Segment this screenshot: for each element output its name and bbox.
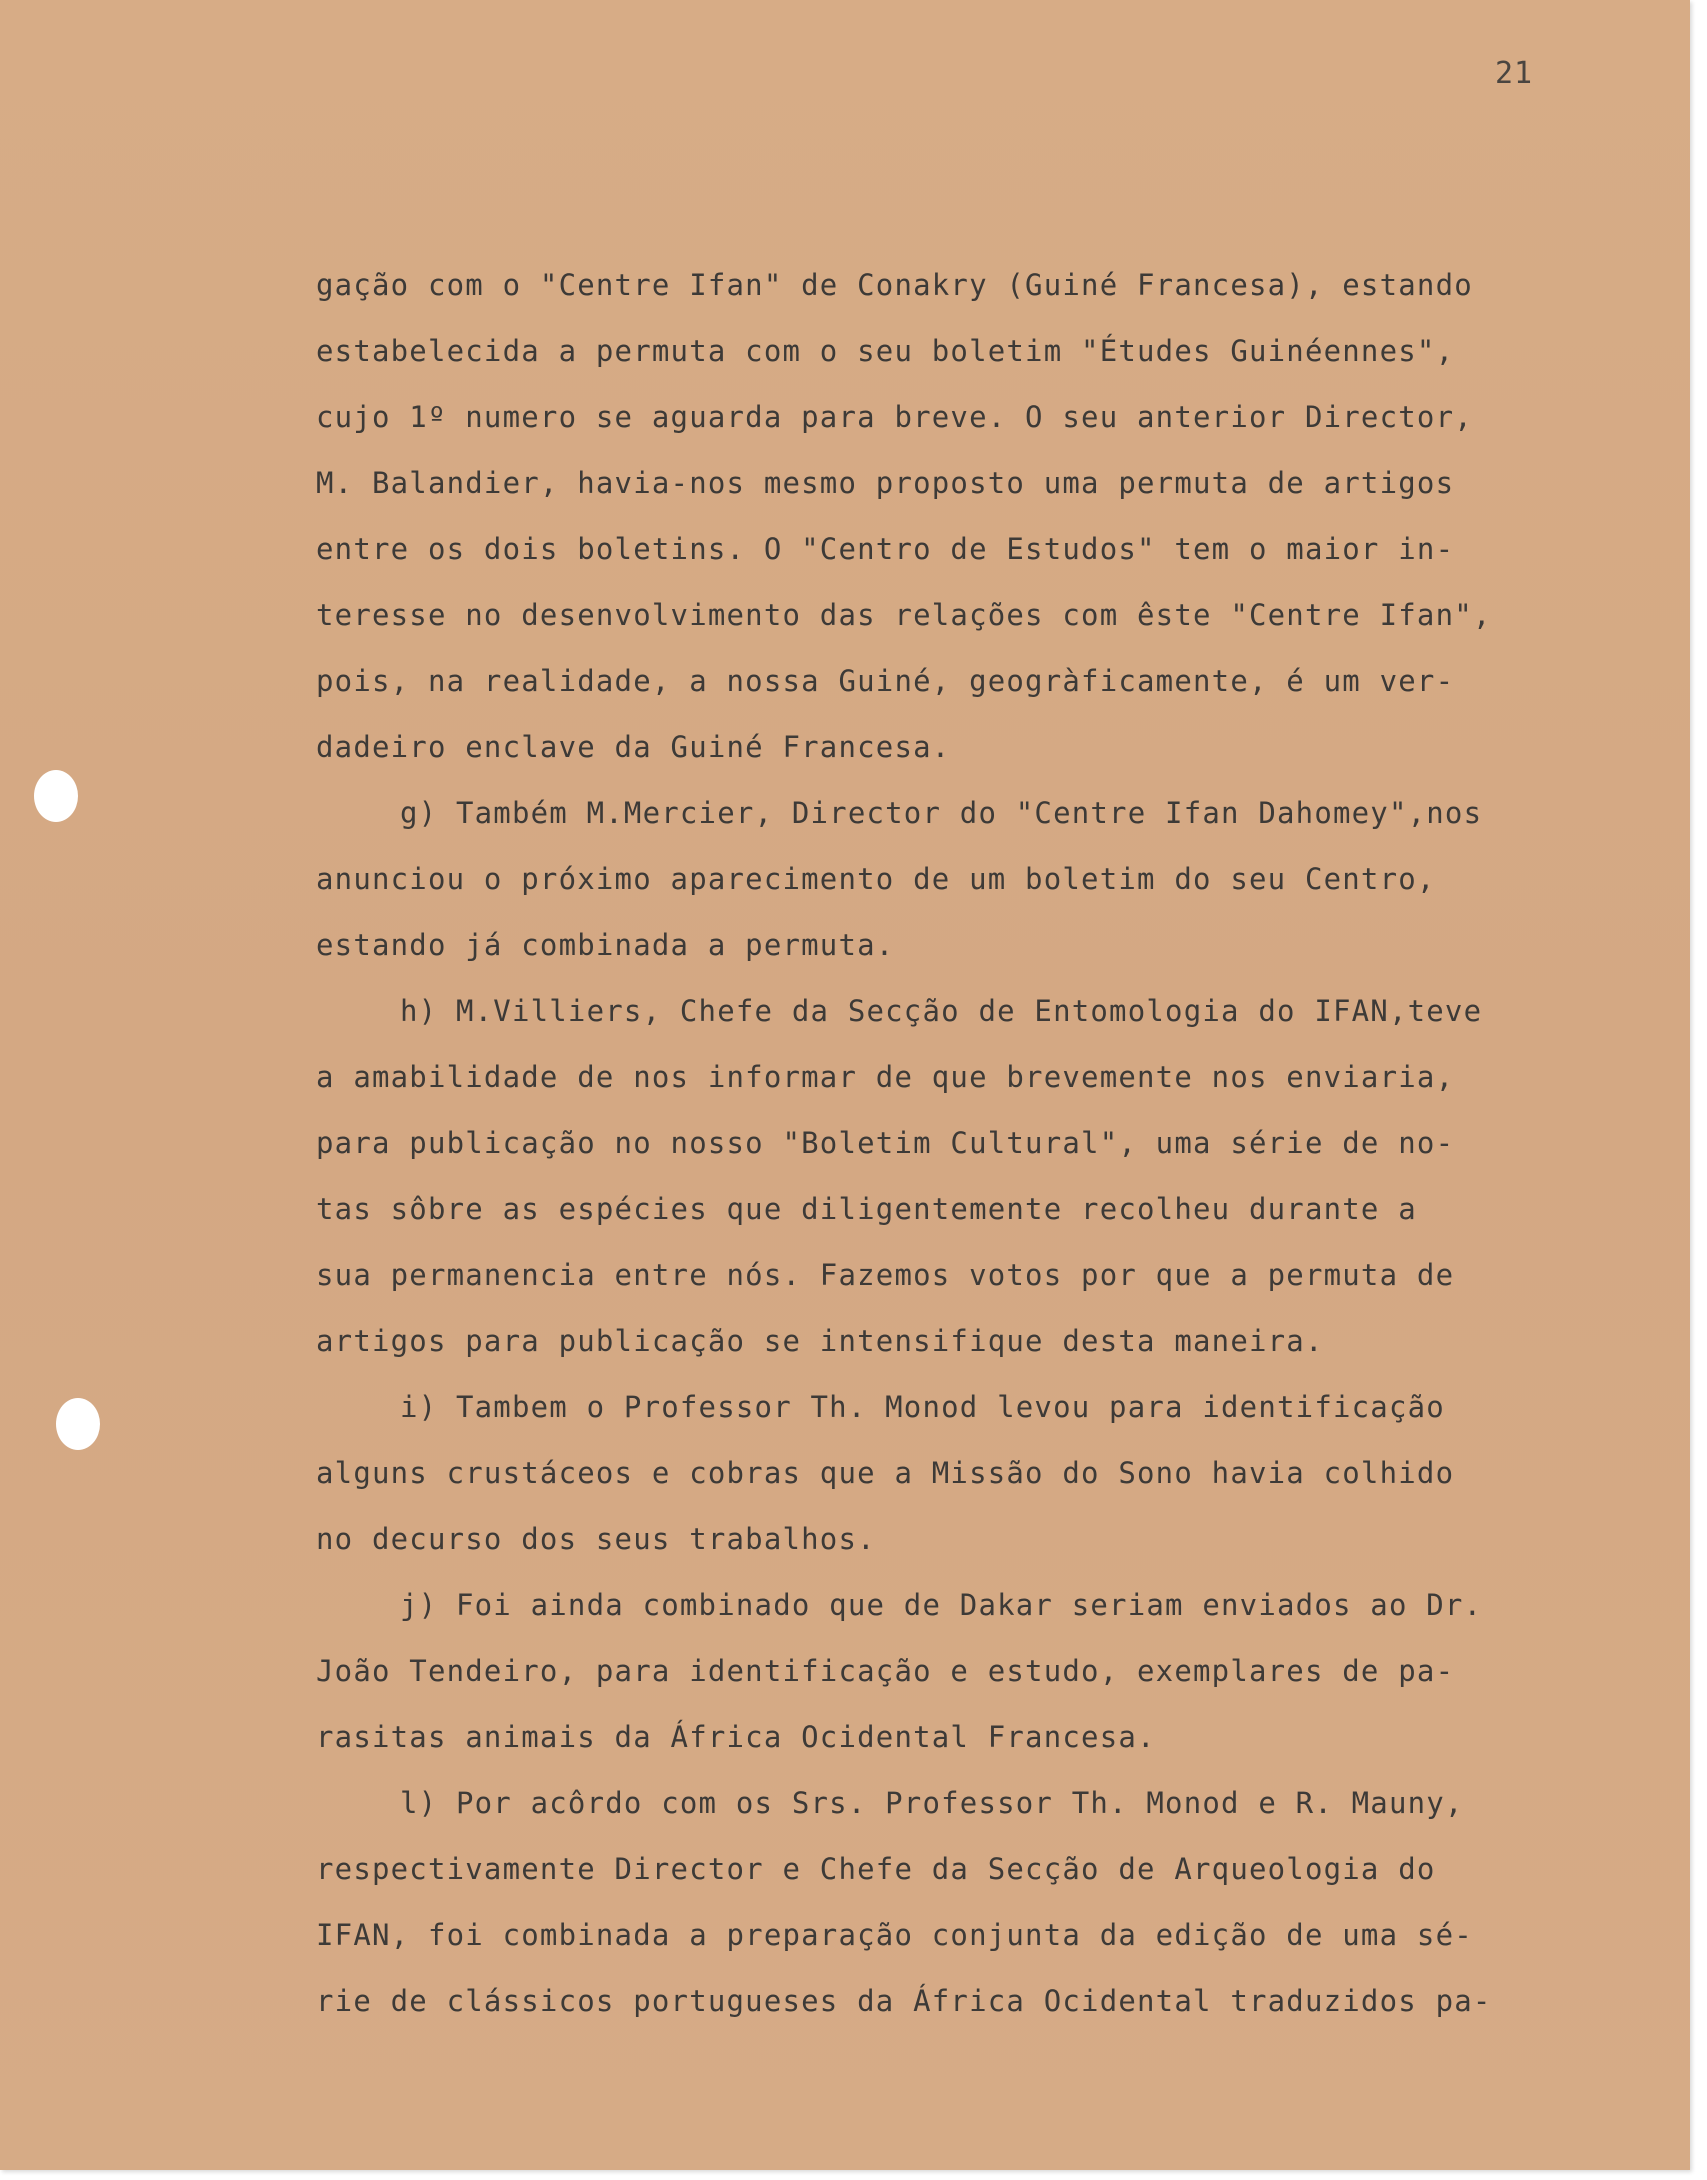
text-line: g) Também M.Mercier, Director do "Centre Ifan Dahomey",nos: [400, 796, 1483, 830]
punch-hole: [34, 770, 78, 822]
text-line: a amabilidade de nos informar de que brevemente nos enviaria,: [316, 1060, 1455, 1094]
text-line: gação com o "Centre Ifan" de Conakry (Guiné Francesa), estando: [316, 268, 1473, 302]
body-text: [316, 252, 1606, 2034]
text-line: teresse no desenvolvimento das relações com êste "Centre Ifan",: [316, 598, 1492, 632]
page-number: 21: [1495, 56, 1534, 91]
text-line: cujo 1º numero se aguarda para breve. O seu anterior Director,: [316, 400, 1473, 434]
punch-hole: [56, 1398, 100, 1450]
text-line: h) M.Villiers, Chefe da Secção de Entomologia do IFAN,teve: [400, 994, 1483, 1028]
text-line: anunciou o próximo aparecimento de um boletim do seu Centro,: [316, 862, 1436, 896]
text-line: tas sôbre as espécies que diligentemente recolheu durante a: [316, 1192, 1417, 1226]
text-line: IFAN, foi combinada a preparação conjunta da edição de uma sé-: [316, 1918, 1473, 1952]
text-line: artigos para publicação se intensifique desta maneira.: [316, 1324, 1324, 1358]
text-line: j) Foi ainda combinado que de Dakar seriam enviados ao Dr.: [400, 1588, 1483, 1622]
text-line: estabelecida a permuta com o seu boletim "Études Guinéennes",: [316, 334, 1455, 368]
text-line: estando já combinada a permuta.: [316, 928, 895, 962]
text-line: João Tendeiro, para identificação e estudo, exemplares de pa-: [316, 1654, 1455, 1688]
text-line: alguns crustáceos e cobras que a Missão do Sono havia colhido: [316, 1456, 1455, 1490]
text-line: sua permanencia entre nós. Fazemos votos por que a permuta de: [316, 1258, 1455, 1292]
text-line: pois, na realidade, a nossa Guiné, geogràficamente, é um ver-: [316, 664, 1455, 698]
text-line: respectivamente Director e Chefe da Secção de Arqueologia do: [316, 1852, 1436, 1886]
text-line: rie de clássicos portugueses da África Ocidental traduzidos pa-: [316, 1984, 1492, 2018]
text-line: dadeiro enclave da Guiné Francesa.: [316, 730, 951, 764]
text-line: M. Balandier, havia-nos mesmo proposto uma permuta de artigos: [316, 466, 1455, 500]
text-line: para publicação no nosso "Boletim Cultural", uma série de no-: [316, 1126, 1455, 1160]
text-line: i) Tambem o Professor Th. Monod levou para identificação: [400, 1390, 1445, 1424]
text-line: entre os dois boletins. O "Centro de Estudos" tem o maior in-: [316, 532, 1455, 566]
text-line: l) Por acôrdo com os Srs. Professor Th. Monod e R. Mauny,: [400, 1786, 1464, 1820]
text-line: rasitas animais da África Ocidental Francesa.: [316, 1720, 1156, 1754]
text-line: no decurso dos seus trabalhos.: [316, 1522, 876, 1556]
